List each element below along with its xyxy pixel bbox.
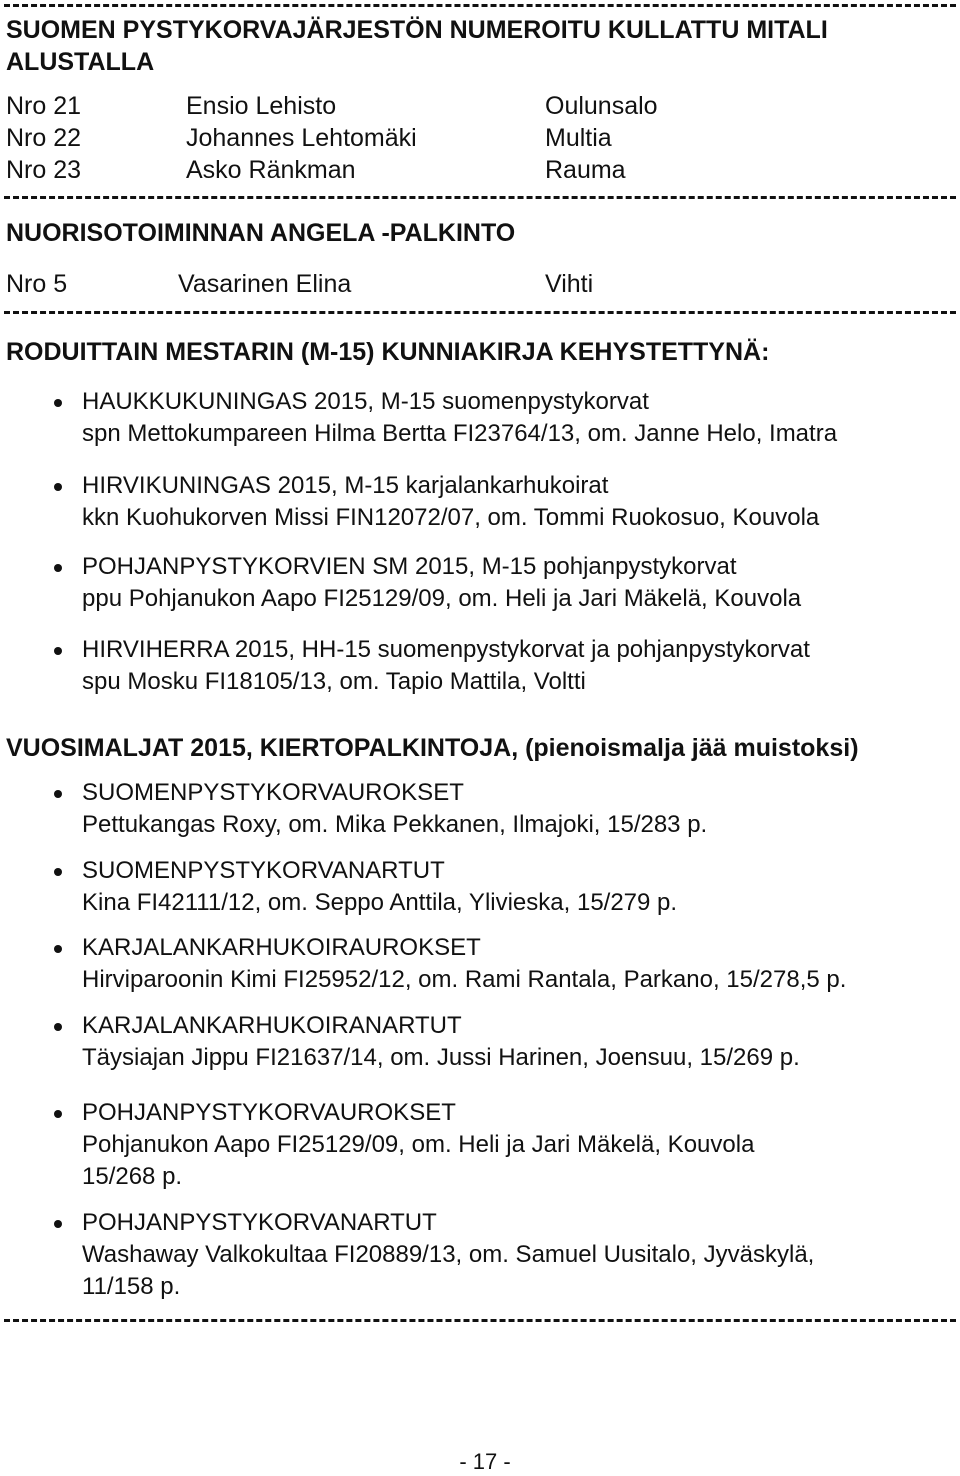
list-item [0, 386, 960, 450]
item-detail: spn Mettokumpareen Hilma Bertta FI23764/13, om. Janne Helo, Imatra [82, 420, 838, 447]
bullet-icon [54, 790, 62, 798]
medal-heading-line1: SUOMEN PYSTYKORVAJÄRJESTÖN NUMEROITU KULLATTU MITALI [6, 16, 828, 44]
medal-place: Oulunsalo [545, 92, 658, 120]
medal-row [6, 90, 906, 122]
medal-recipient: Asko Ränkman [186, 156, 356, 184]
item-detail: Täysiajan Jippu FI21637/14, om. Jussi Harinen, Joensuu, 15/269 p. [82, 1044, 800, 1071]
item-detail-continued: 11/158 p. [82, 1273, 181, 1300]
item-title: KARJALANKARHUKOIRANARTUT [82, 1012, 462, 1039]
list-item [0, 777, 960, 841]
item-detail: Hirviparoonin Kimi FI25952/12, om. Rami Rantala, Parkano, 15/278,5 p. [82, 966, 847, 993]
bullet-icon [54, 483, 62, 491]
item-detail: Pohjanukon Aapo FI25129/09, om. Heli ja Jari Mäkelä, Kouvola [82, 1131, 755, 1158]
bullet-icon [54, 868, 62, 876]
dashed-divider [4, 196, 956, 199]
bullet-icon [54, 945, 62, 953]
breed-champion-heading: RODUITTAIN MESTARIN (M-15) KUNNIAKIRJA KEHYSTETTYNÄ: [6, 338, 770, 366]
item-title: POHJANPYSTYKORVIEN SM 2015, M-15 pohjanpystykorvat [82, 553, 737, 580]
item-detail-continued: 15/268 p. [82, 1163, 183, 1190]
item-title: HIRVIKUNINGAS 2015, M-15 karjalankarhukoirat [82, 472, 609, 499]
youth-award-heading: NUORISOTOIMINNAN ANGELA -PALKINTO [6, 219, 516, 247]
list-item [0, 932, 960, 996]
item-detail: Kina FI42111/12, om. Seppo Anttila, Ylivieska, 15/279 p. [82, 889, 678, 916]
item-detail: kkn Kuohukorven Missi FIN12072/07, om. Tommi Ruokosuo, Kouvola [82, 504, 820, 531]
medal-row [6, 154, 906, 186]
medal-place: Multia [545, 124, 612, 152]
youth-award-row [6, 268, 906, 300]
item-title: KARJALANKARHUKOIRAUROKSET [82, 934, 481, 961]
list-item [0, 470, 960, 534]
item-title: POHJANPYSTYKORVAUROKSET [82, 1099, 456, 1126]
list-item [0, 1207, 960, 1303]
bullet-icon [54, 564, 62, 572]
medal-row [6, 122, 906, 154]
award-number: Nro 5 [6, 270, 68, 298]
dashed-divider [4, 311, 956, 314]
annual-cups-heading: VUOSIMALJAT 2015, KIERTOPALKINTOJA, (pienoismalja jää muistoksi) [6, 734, 859, 762]
bullet-icon [54, 399, 62, 407]
bullet-icon [54, 647, 62, 655]
item-title: POHJANPYSTYKORVANARTUT [82, 1209, 437, 1236]
medal-number: Nro 21 [6, 92, 82, 120]
list-item [0, 1097, 960, 1193]
item-title: HAUKKUKUNINGAS 2015, M-15 suomenpystykorvat [82, 388, 649, 415]
dashed-divider [4, 1319, 956, 1322]
item-title: SUOMENPYSTYKORVANARTUT [82, 857, 445, 884]
medal-number: Nro 23 [6, 156, 82, 184]
medal-recipient: Ensio Lehisto [186, 92, 337, 120]
dashed-divider [4, 4, 956, 7]
item-detail: spu Mosku FI18105/13, om. Tapio Mattila, Voltti [82, 668, 586, 695]
list-item [0, 855, 960, 919]
item-detail: Pettukangas Roxy, om. Mika Pekkanen, Ilmajoki, 15/283 p. [82, 811, 708, 838]
list-item [0, 1010, 960, 1074]
bullet-icon [54, 1023, 62, 1031]
bullet-icon [54, 1110, 62, 1118]
award-recipient: Vasarinen Elina [178, 270, 352, 298]
award-place: Vihti [545, 270, 594, 298]
item-title: SUOMENPYSTYKORVAUROKSET [82, 779, 464, 806]
item-detail: Washaway Valkokultaa FI20889/13, om. Samuel Uusitalo, Jyväskylä, [82, 1241, 815, 1268]
medal-heading-line2: ALUSTALLA [6, 48, 155, 76]
medal-recipient: Johannes Lehtomäki [186, 124, 417, 152]
item-detail: ppu Pohjanukon Aapo FI25129/09, om. Heli ja Jari Mäkelä, Kouvola [82, 585, 802, 612]
item-title: HIRVIHERRA 2015, HH-15 suomenpystykorvat ja pohjanpystykorvat [82, 636, 810, 663]
medal-place: Rauma [545, 156, 626, 184]
bullet-icon [54, 1220, 62, 1228]
page-number: - 17 - [459, 1449, 511, 1474]
list-item [0, 634, 960, 698]
medal-number: Nro 22 [6, 124, 82, 152]
list-item [0, 551, 960, 615]
